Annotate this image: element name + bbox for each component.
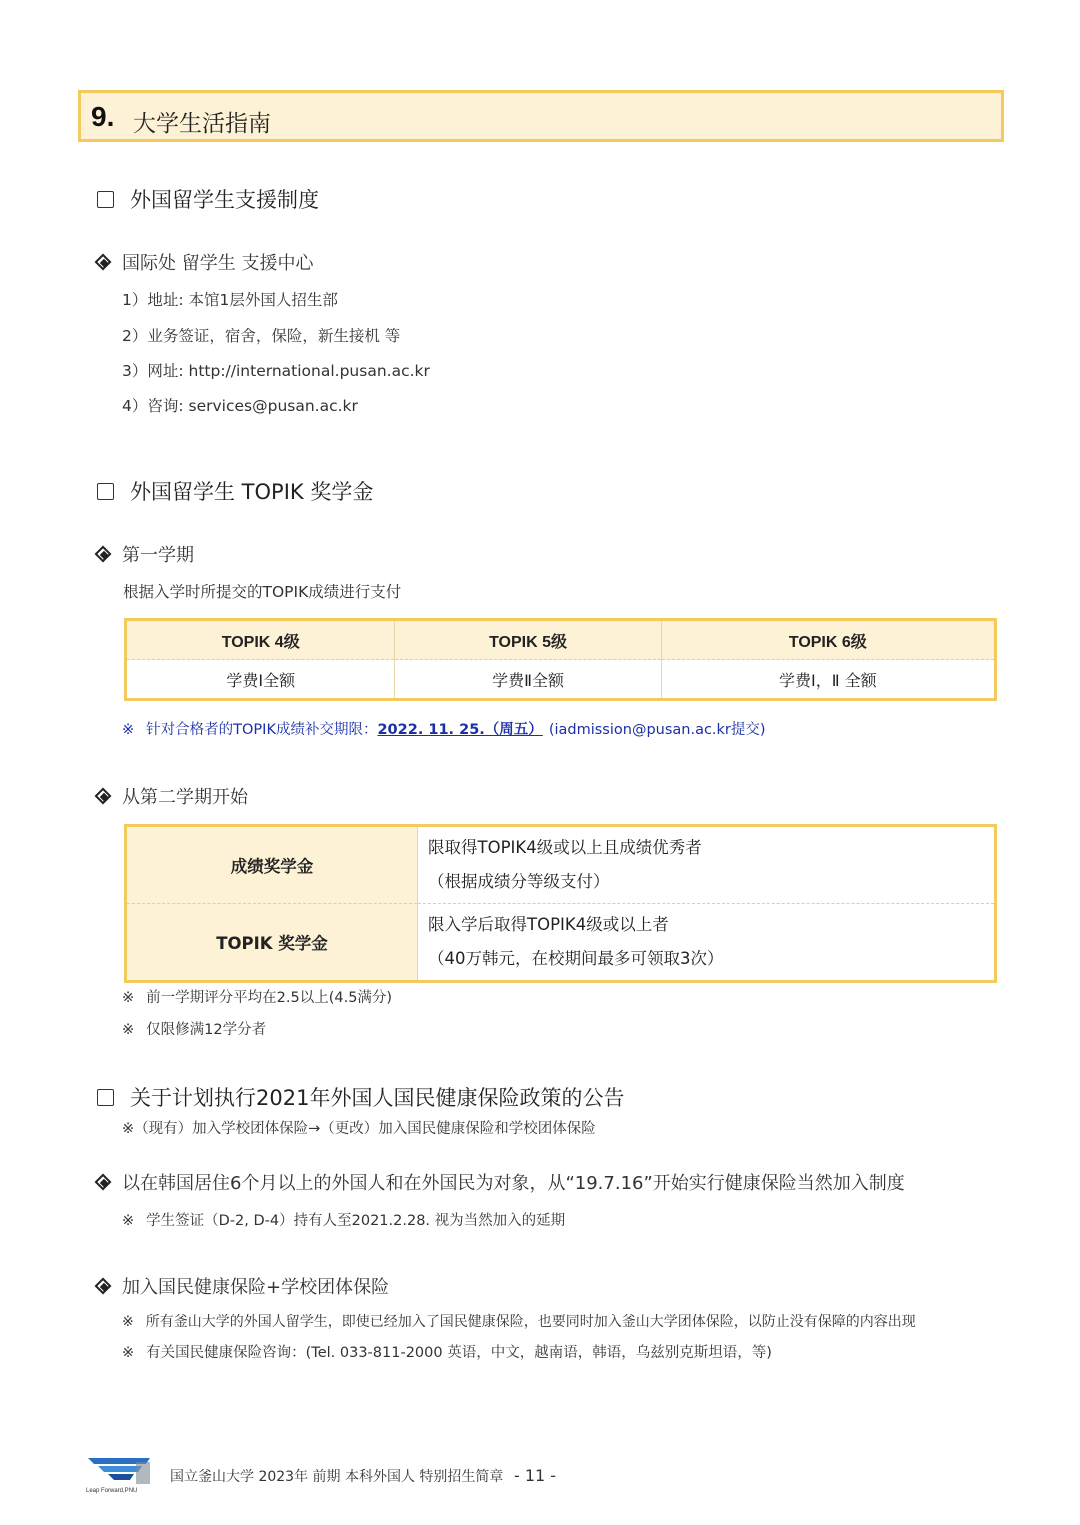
list-item: 3）网址: http://international.pusan.ac.kr bbox=[122, 362, 430, 380]
insurance-point-2: 加入国民健康保险+学校团体保险 bbox=[95, 1273, 389, 1299]
scholarship-table bbox=[124, 824, 997, 983]
diamond-bullet-icon bbox=[95, 1278, 113, 1296]
support-subheading: 国际处 留学生 支援中心 bbox=[95, 249, 313, 275]
scholarship-label: 成绩奖学金 bbox=[126, 826, 418, 904]
diamond-bullet-icon bbox=[95, 788, 113, 806]
insurance-point-1-note: ※ 学生签证（D-2, D-4）持有人至2021.2.28. 视为当然加入的延期 bbox=[122, 1213, 566, 1229]
gpa-note: ※ 前一学期评分平均在2.5以上(4.5满分) bbox=[122, 990, 393, 1006]
topik-heading: 外国留学生 TOPIK 奖学金 bbox=[97, 476, 373, 506]
section-title: 大学生活指南 bbox=[133, 111, 271, 137]
table-cell: 学费Ⅰ，Ⅱ 全额 bbox=[778, 670, 877, 690]
first-semester-heading: 第一学期 bbox=[95, 541, 194, 567]
diamond-bullet-icon bbox=[95, 254, 113, 272]
table-cell: 学费Ⅰ全额 bbox=[126, 660, 395, 700]
table-row bbox=[126, 826, 996, 904]
checkbox-square-icon bbox=[97, 1089, 114, 1106]
table-header-row bbox=[126, 620, 996, 660]
table-row bbox=[126, 660, 996, 700]
deadline-date: 2022. 11. 25.（周五） bbox=[377, 722, 543, 738]
section-title-bar bbox=[78, 90, 1004, 142]
scholarship-detail: 限取得TOPIK4级或以上且成绩优秀者 （根据成绩分等级支付） bbox=[418, 826, 996, 904]
page-number: - 11 - bbox=[514, 1466, 557, 1485]
scholarship-detail: 限入学后取得TOPIK4级或以上者 （40万韩元，在校期间最多可领取3次） bbox=[428, 915, 724, 968]
checkbox-square-icon bbox=[97, 191, 114, 208]
pnu-wave-logo-icon bbox=[86, 1454, 154, 1486]
footer-text: 国立釜山大学 2023年 前期 本科外国人 特别招生简章 bbox=[170, 1469, 504, 1485]
topik-deadline-note: ※ 针对合格者的TOPIK成绩补交期限：2022. 11. 25.（周五） (iadmission@pusan.ac.kr提交) bbox=[122, 722, 766, 738]
scholarship-label: TOPIK 奖学金 bbox=[126, 904, 418, 982]
table-header-cell: TOPIK 6级 bbox=[661, 620, 995, 660]
pnu-logo bbox=[86, 1454, 154, 1494]
list-item: 4）咨询: services@pusan.ac.kr bbox=[122, 397, 358, 415]
insurance-heading: 关于计划执行2021年外国人国民健康保险政策的公告 bbox=[97, 1082, 624, 1112]
checkbox-square-icon bbox=[97, 483, 114, 500]
topik-first-semester-table bbox=[124, 618, 997, 701]
first-semester-desc: 根据入学时所提交的TOPIK成绩进行支付 bbox=[123, 583, 402, 601]
section-number: 9. bbox=[91, 101, 115, 132]
list-item: 2）业务签证，宿舍，保险，新生接机 等 bbox=[122, 327, 401, 345]
support-heading: 外国留学生支援制度 bbox=[97, 184, 319, 214]
second-semester-heading: 从第二学期开始 bbox=[95, 783, 248, 809]
table-header-cell: TOPIK 5级 bbox=[395, 620, 661, 660]
credits-note: ※ 仅限修满12学分者 bbox=[122, 1022, 267, 1038]
insurance-point-2-note: ※ 所有釜山大学的外国人留学生，即使已经加入了国民健康保险，也要同时加入釜山大学团体保险，以防止没有保障的内容出现 bbox=[122, 1314, 916, 1330]
list-item: 1）地址: 本馆1层外国人招生部 bbox=[122, 291, 338, 309]
insurance-contact-note: ※ 有关国民健康保险咨询：(Tel. 033-811-2000 英语，中文，越南语，韩语，乌兹别克斯坦语，等) bbox=[122, 1345, 772, 1361]
diamond-bullet-icon bbox=[95, 1174, 113, 1192]
insurance-point-1: 以在韩国居住6个月以上的外国人和在外国民为对象，从“19.7.16”开始实行健康保险当然加入制度 bbox=[95, 1169, 905, 1195]
insurance-heading-note: ※（现有）加入学校团体保险→（更改）加入国民健康保险和学校团体保险 bbox=[122, 1121, 596, 1137]
diamond-bullet-icon bbox=[95, 546, 113, 564]
table-header-cell: TOPIK 4级 bbox=[126, 620, 395, 660]
table-row bbox=[126, 904, 996, 982]
table-cell: 学费Ⅱ全额 bbox=[395, 660, 661, 700]
logo-caption: Leap Forward,PNU bbox=[86, 1488, 138, 1494]
